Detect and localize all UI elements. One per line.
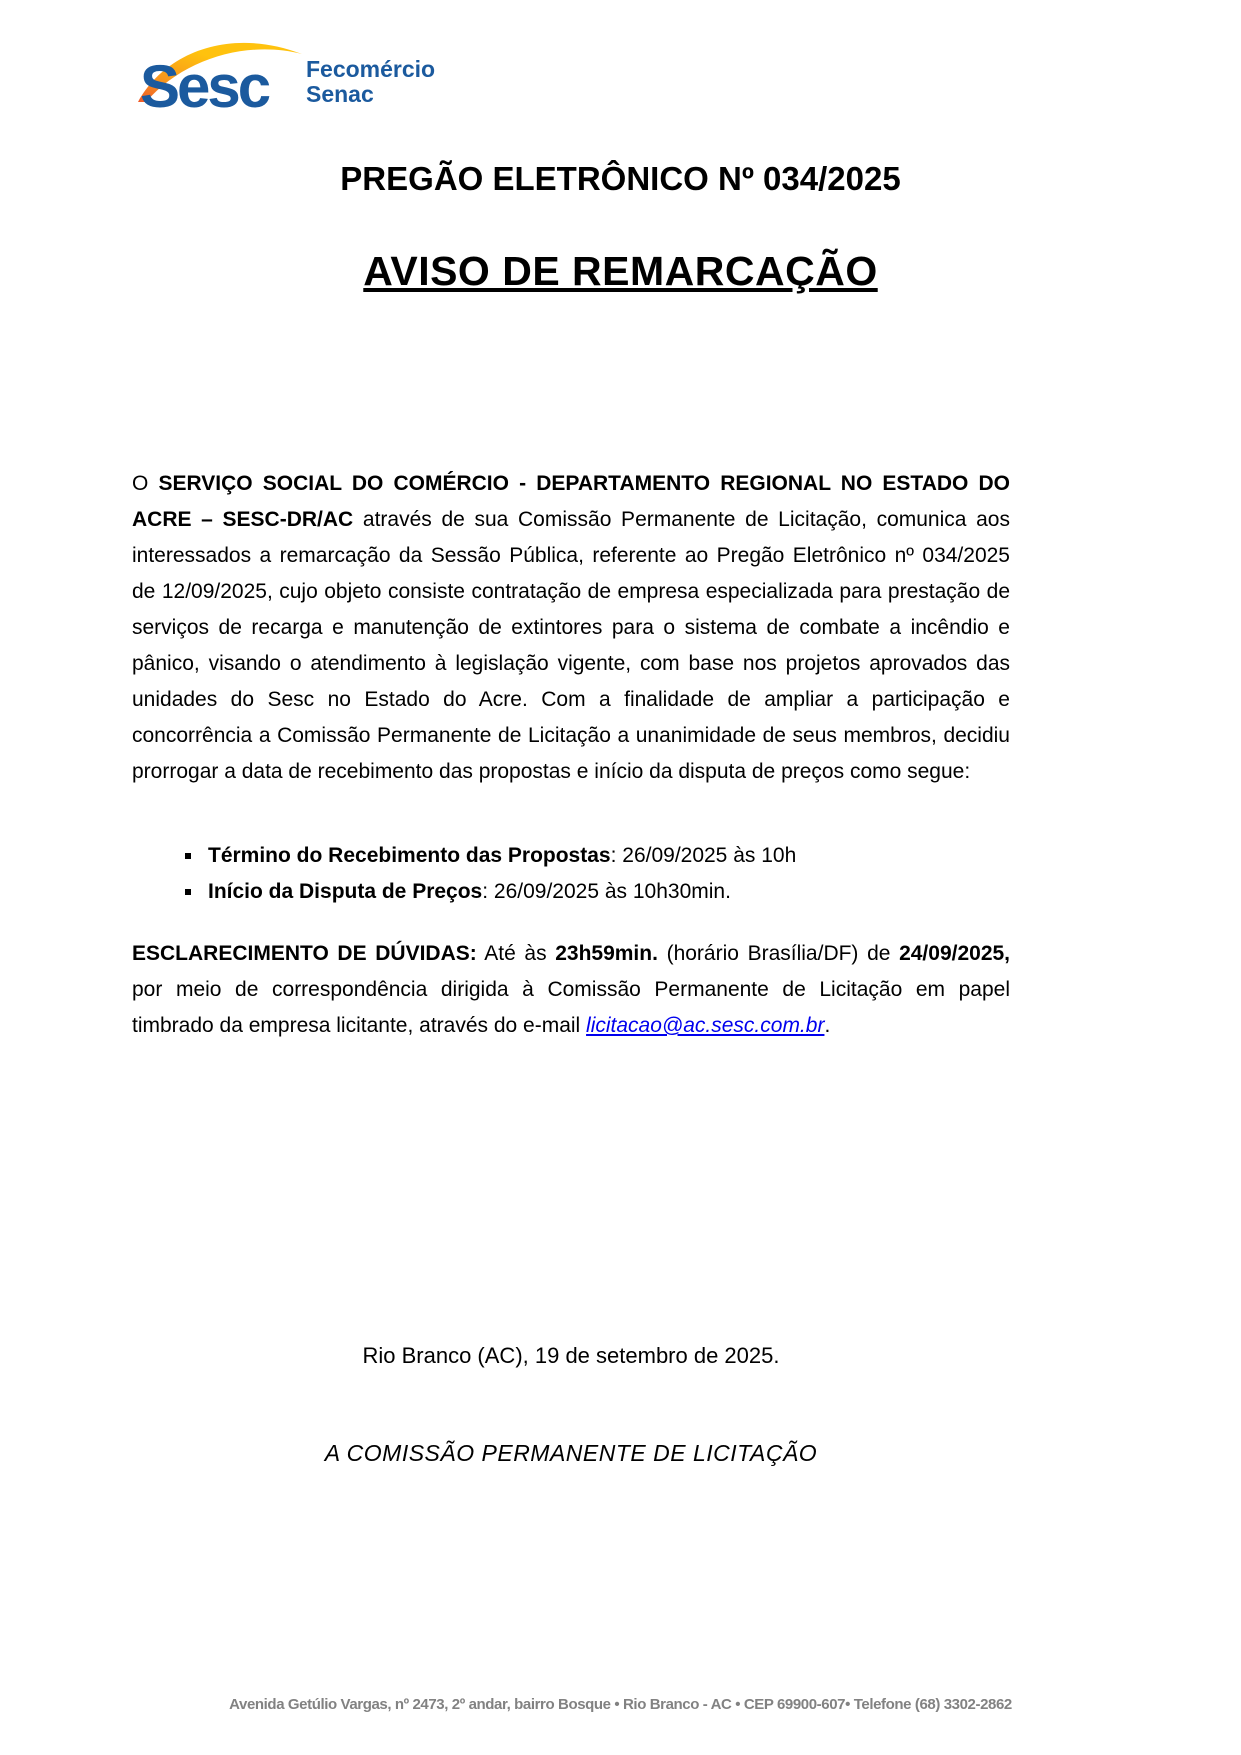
fecomercio-logo-text: Fecomércio <box>306 56 436 82</box>
text-segment: por meio de correspondência dirigida à Comissão Permanente de Licitação em papel timbrado da empresa licitante, através do e-mail <box>132 978 1010 1037</box>
bullet-value: : 26/09/2025 às 10h30min. <box>482 880 731 903</box>
signature-line: A COMISSÃO PERMANENTE DE LICITAÇÃO <box>324 1440 818 1466</box>
text-segment: 23h59min. <box>555 942 658 965</box>
senac-logo-text: Senac <box>306 81 374 107</box>
text-segment: Até às <box>476 942 556 965</box>
bullet-label: Término do Recebimento das Propostas <box>208 844 611 867</box>
bullet-value: : 26/09/2025 às 10h <box>610 844 797 867</box>
deadline-bullet-list <box>168 838 1024 910</box>
intro-paragraph <box>132 466 1010 790</box>
bullet-label: Início da Disputa de Preços <box>208 880 483 903</box>
text-segment: ESCLARECIMENTO DE DÚVIDAS: <box>132 942 477 965</box>
bullet-dispute-start <box>204 874 1024 910</box>
text-segment: através de sua Comissão Permanente de Licitação, comunica aos interessados a remarcação da Sessão Pública, referente ao Pregão Eletrônico nº 034/2025 de 12/09/2025, cujo objeto consiste contratação de empresa especializada para prestação de serviços de recarga e manutenção de extintores para o sistema de combate a incêndio e pânico, visando o atendimento à legislação vigente, com base nos projetos aprovados das unidades do Sesc no Estado do Acre. Com a finalidade de ampliar a participação e concorrência a Comissão Permanente de Licitação a unanimidade de seus membros, decidiu prorrogar a data de recebimento das propostas e início da disputa de preços como segue: <box>132 508 1010 783</box>
page-title: PREGÃO ELETRÔNICO Nº 034/2025 <box>340 160 901 197</box>
text-segment: . <box>824 1014 831 1037</box>
page-subtitle: AVISO DE REMARCAÇÃO <box>363 248 878 294</box>
text-segment: SERVIÇO SOCIAL DO COMÉRCIO - DEPARTAMENTO REGIONAL NO ESTADO DO ACRE – SESC-DR/AC <box>132 472 1010 531</box>
footer-address: Avenida Getúlio Vargas, nº 2473, 2º andar, bairro Bosque • Rio Branco - AC • CEP 69900-607• Telefone (68) 3302-2862 <box>229 1696 1012 1713</box>
text-segment: O <box>132 472 159 495</box>
bullet-proposal-deadline <box>204 838 1024 874</box>
date-line: Rio Branco (AC), 19 de setembro de 2025. <box>362 1343 780 1368</box>
text-segment: (horário Brasília/DF) de <box>657 942 900 965</box>
text-segment: 24/09/2025, <box>899 942 1011 965</box>
sesc-logo-text: Sesc <box>140 53 269 120</box>
sesc-fecomercio-logo <box>128 30 438 130</box>
email-link[interactable]: licitacao@ac.sesc.com.br <box>586 1014 825 1037</box>
clarification-paragraph <box>132 936 1010 1044</box>
